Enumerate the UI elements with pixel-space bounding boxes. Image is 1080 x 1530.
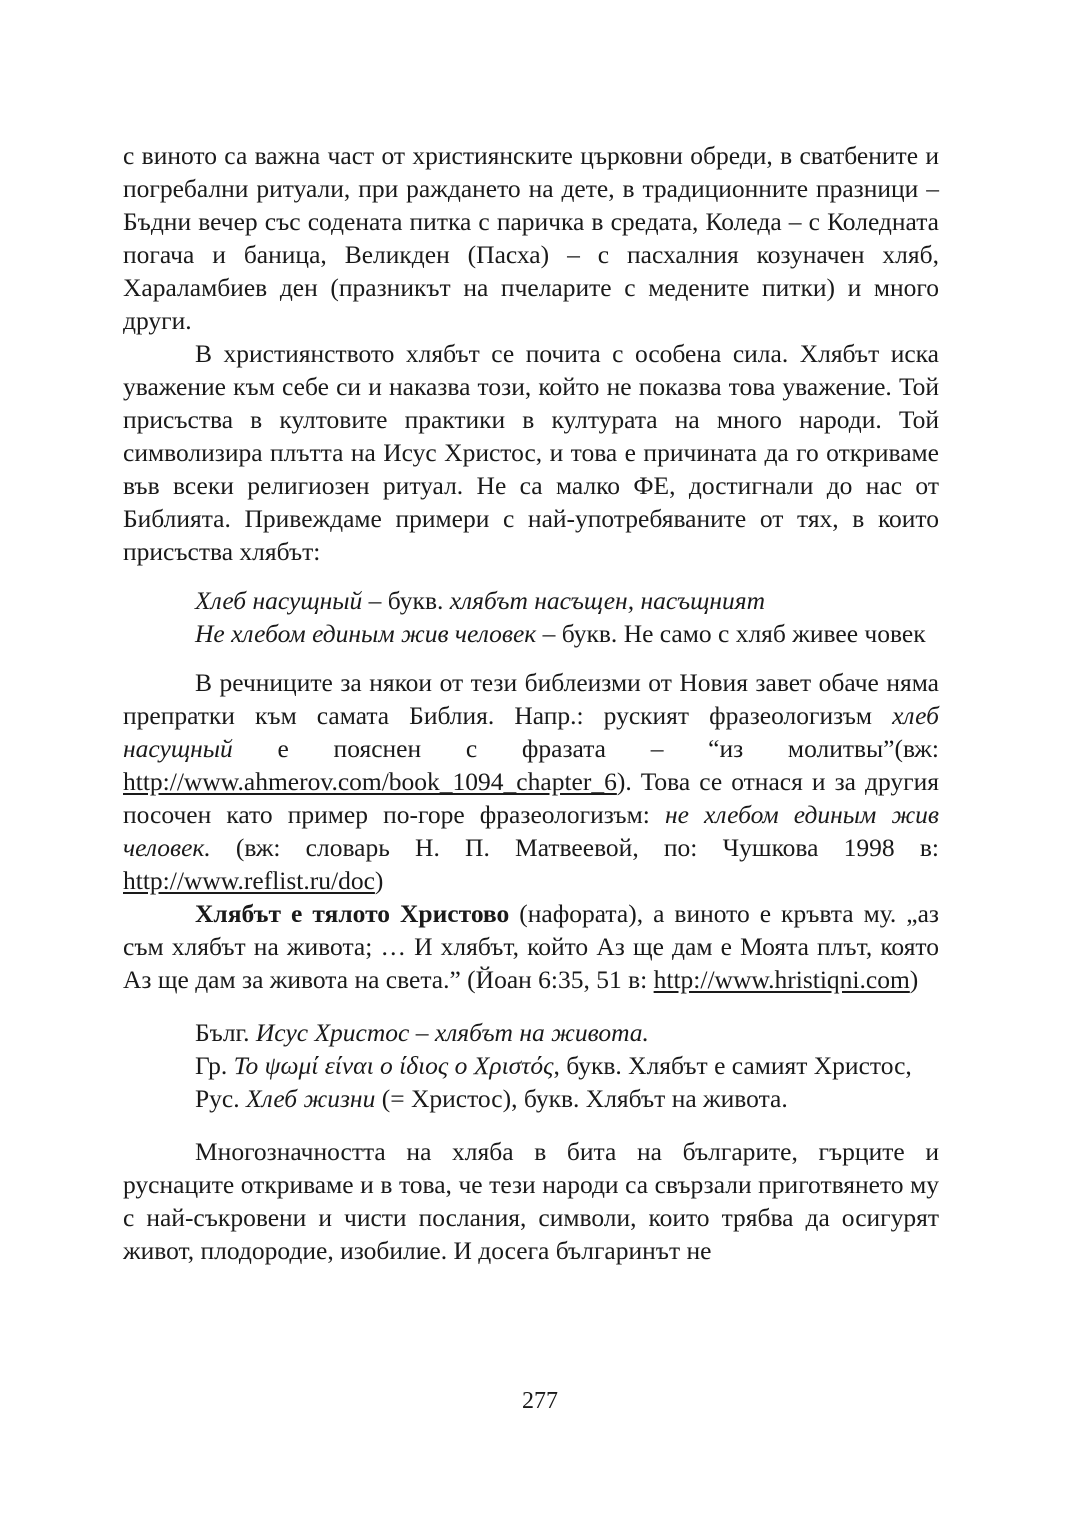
example-rest: (= Христос), букв. Хлябът на живота. — [375, 1084, 788, 1113]
italic-phrase: хлеб насущный — [123, 701, 939, 763]
language-label: Рус. — [195, 1084, 240, 1113]
ahmerov-link[interactable]: http://www.ahmerov.com/book_1094_chapter_6 — [123, 767, 617, 796]
example-separator: – букв. — [362, 586, 450, 615]
italic-phrase: не хлебом единым жив человек. — [123, 800, 939, 862]
example-gloss: хлябът насъщен, насъщният — [449, 586, 765, 615]
example-item — [123, 584, 939, 617]
example-item — [123, 617, 939, 650]
example-list-1 — [123, 584, 939, 650]
bold-heading-phrase: Хлябът е тялото Христово — [195, 899, 510, 928]
language-label: Гр. — [195, 1051, 228, 1080]
example-item — [123, 1016, 939, 1049]
text-run: В речниците за някои от тези библеизми от Новия завет обаче няма препратки към самата Библия. Напр.: руският фразеологизъм — [123, 668, 939, 730]
example-phrase: Не хлебом единым жив человек — [195, 619, 537, 648]
text-run: (вж: словарь Н. П. Матвеевой, по: Чушкова 1998 в: — [210, 833, 939, 862]
paragraph-4 — [123, 897, 939, 996]
hristiqni-link[interactable]: http://www.hristiqni.com — [653, 965, 910, 994]
example-item — [123, 1082, 939, 1115]
example-phrase: Хлеб жизни — [246, 1084, 376, 1113]
example-list-2 — [123, 1016, 939, 1115]
page-number: 277 — [522, 1388, 558, 1414]
text-run: ) — [374, 866, 384, 895]
text-run: (нафората), а виното е кръвта му. „аз съм хлябът на живота; … И хлябът, който Аз ще дам е Моята плът, която Аз ще дам за живота на света.” (Йоан 6:35, 51 в: — [123, 899, 939, 994]
example-separator: – букв. — [536, 619, 624, 648]
example-gloss: Не само с хляб живее човек — [623, 619, 926, 648]
example-rest: , букв. Хлябът е самият Христос, — [553, 1051, 912, 1080]
paragraph-3 — [123, 666, 939, 897]
paragraph-5: Многозначността на хляба в бита на българите, гърците и руснаците откриваме и в това, че тези народи са свързали приготвянето му с най-съкровени и чисти послания, символи, които трябва да осигурят живот, плодородие, изобилие. И досега българинът не — [123, 1137, 939, 1265]
language-label: Бълг. — [195, 1018, 250, 1047]
paragraph-2: В християнството хлябът се почита с особена сила. Хлябът иска уважение към себе си и наказва този, който не показва това уважение. Той присъства в култовите практики в културата на много народи. Той символизира плътта на Исус Христос, и това е причината да го откриваме във всеки религиозен ритуал. Не са малко ФЕ, достигнали до нас от Библията. Привеждаме примери с най-употребяваните от тях, в които присъства хлябът: — [123, 339, 939, 566]
example-phrase: Το ψωμί είναι ο ίδιος ο Χριστός — [233, 1051, 554, 1080]
example-phrase: Хлеб насущный — [195, 586, 363, 615]
text-run: ). Това се отнася и за другия посочен като пример по-горе фразеологизъм: — [123, 767, 939, 829]
text-run: ) — [909, 965, 919, 994]
paragraph-1: с виното са важна част от християнските църковни обреди, в сватбените и погребални ритуали, при раждането на дете, в традиционните празници – Бъдни вечер със содената питка с паричка в средата, Коледа – с Коледната погача и баница, Великден (Пасха) – с пасхалния козуначен хляб, Хараламбиев ден (празникът на пчеларите с медените питки) и много други. — [123, 141, 939, 335]
text-run: е пояснен с фразата – “из молитвы”(вж: — [232, 734, 939, 763]
reflist-link[interactable]: http://www.reflist.ru/doc — [123, 866, 375, 895]
example-phrase: Исус Христос – хлябът на живота. — [255, 1018, 649, 1047]
page-body — [123, 139, 939, 1267]
example-item — [123, 1049, 939, 1082]
